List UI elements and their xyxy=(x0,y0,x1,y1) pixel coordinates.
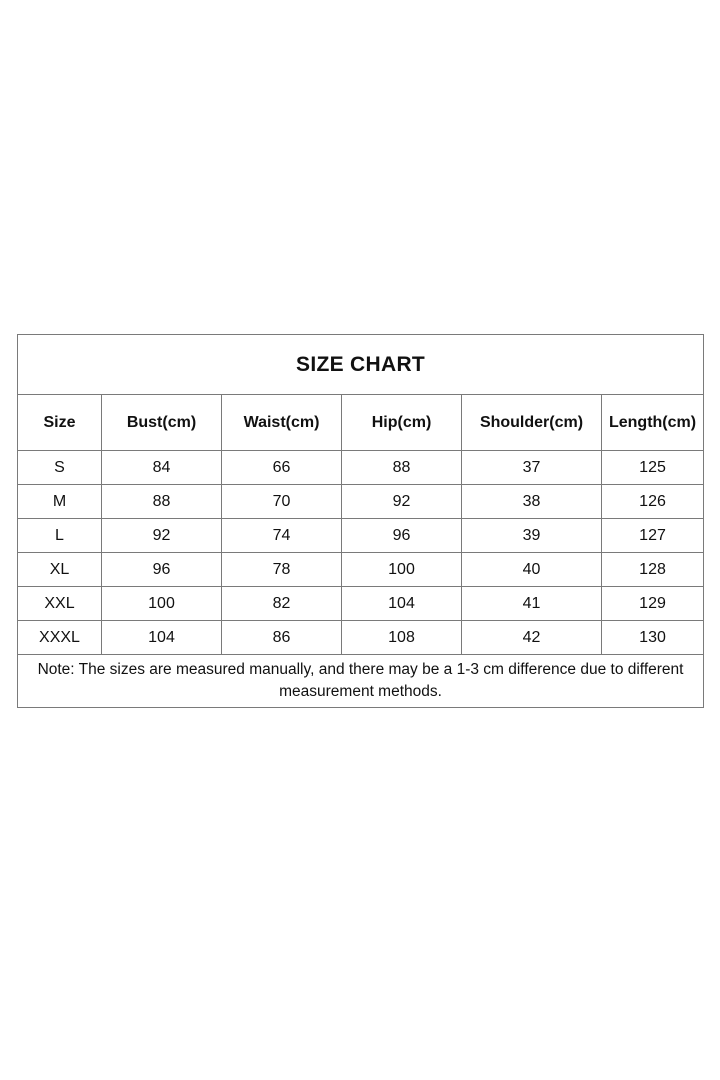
table-row xyxy=(18,621,704,655)
header-row xyxy=(18,395,704,451)
column-header-length: Length(cm) xyxy=(602,395,704,451)
table-cell: 126 xyxy=(602,485,704,519)
table-cell: 100 xyxy=(342,553,462,587)
table-cell: 88 xyxy=(102,485,222,519)
table-cell: 66 xyxy=(222,451,342,485)
table-cell: 42 xyxy=(462,621,602,655)
column-header-bust: Bust(cm) xyxy=(102,395,222,451)
table-cell: 38 xyxy=(462,485,602,519)
table-cell: XXXL xyxy=(18,621,102,655)
measurement-note: Note: The sizes are measured manually, and there may be a 1-3 cm difference due to different measurement methods. xyxy=(18,655,704,708)
table-cell: XL xyxy=(18,553,102,587)
size-chart-title: SIZE CHART xyxy=(18,335,704,395)
table-cell: 84 xyxy=(102,451,222,485)
table-cell: 41 xyxy=(462,587,602,621)
column-header-size: Size xyxy=(18,395,102,451)
table-cell: M xyxy=(18,485,102,519)
table-cell: 40 xyxy=(462,553,602,587)
title-row xyxy=(18,335,704,395)
table-cell: 96 xyxy=(342,519,462,553)
table-cell: 88 xyxy=(342,451,462,485)
table-row xyxy=(18,451,704,485)
table-cell: 130 xyxy=(602,621,704,655)
table-cell: 125 xyxy=(602,451,704,485)
table-cell: 39 xyxy=(462,519,602,553)
size-chart-table xyxy=(17,334,704,708)
table-row xyxy=(18,519,704,553)
table-cell: 92 xyxy=(102,519,222,553)
table-cell: 104 xyxy=(102,621,222,655)
table-cell: 127 xyxy=(602,519,704,553)
table-row xyxy=(18,485,704,519)
table-cell: 86 xyxy=(222,621,342,655)
table-cell: XXL xyxy=(18,587,102,621)
table-cell: 74 xyxy=(222,519,342,553)
column-header-hip: Hip(cm) xyxy=(342,395,462,451)
table-cell: 37 xyxy=(462,451,602,485)
table-cell: L xyxy=(18,519,102,553)
note-row xyxy=(18,655,704,708)
table-cell: 104 xyxy=(342,587,462,621)
table-row xyxy=(18,553,704,587)
column-header-waist: Waist(cm) xyxy=(222,395,342,451)
table-cell: 108 xyxy=(342,621,462,655)
column-header-shoulder: Shoulder(cm) xyxy=(462,395,602,451)
table-cell: 129 xyxy=(602,587,704,621)
table-cell: S xyxy=(18,451,102,485)
table-cell: 92 xyxy=(342,485,462,519)
table-cell: 70 xyxy=(222,485,342,519)
table-cell: 128 xyxy=(602,553,704,587)
table-cell: 82 xyxy=(222,587,342,621)
table-cell: 78 xyxy=(222,553,342,587)
table-cell: 100 xyxy=(102,587,222,621)
table-cell: 96 xyxy=(102,553,222,587)
table-row xyxy=(18,587,704,621)
